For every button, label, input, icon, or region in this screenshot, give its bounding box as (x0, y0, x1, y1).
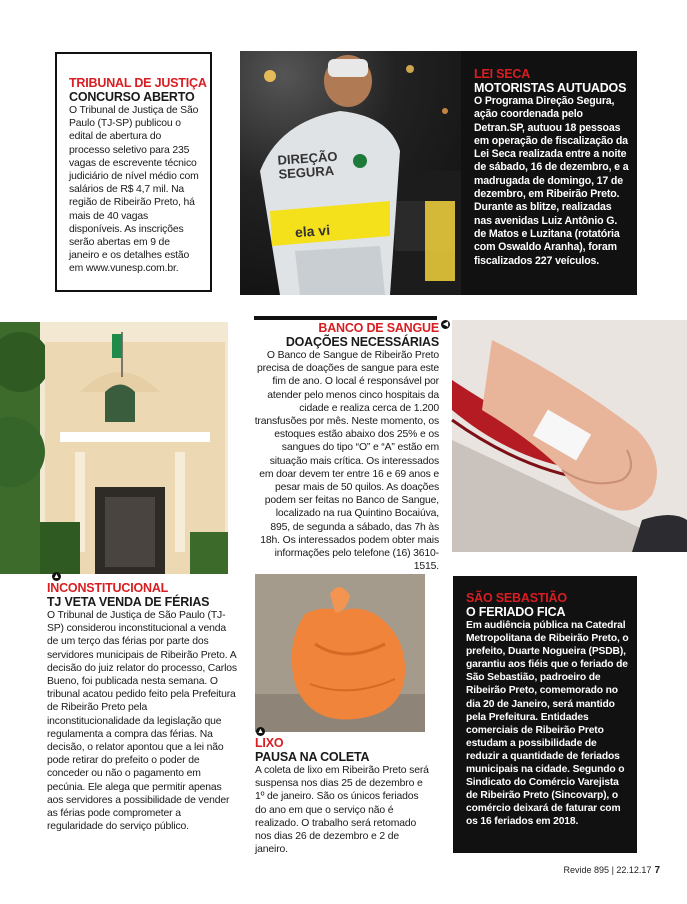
garbage-bag-photo (255, 574, 425, 732)
page-number: 7 (654, 865, 660, 876)
sao-sebastiao-kicker: SÃO SEBASTIÃO (466, 591, 567, 605)
lei-seca-kicker: LEI SECA (474, 67, 531, 81)
inconstitucional-article (47, 581, 237, 833)
vest-label: DIREÇÃO SEGURA (277, 148, 338, 182)
sao-sebastiao-body: Em audiência pública na Catedral Metropolitana de Ribeirão Preto, o prefeito, Duarte Nogueira (PSDB), garantiu aos fiéis que o feriado de São Sebastião, padroeiro de Ribeirão Preto, comemorado no dia 20 de Janeiro, será mantido pela Prefeitura. Entidades comerciais de Ribeirão Preto estudam a possibilidade de reduzir a quantidade de feriados municipais na cidade. Segundo o Sindicato do Comércio Varejista de Ribeirão Preto (Sincovarp), o comércio deixará de faturar com os 16 feriados em 2018. (466, 620, 629, 828)
issue-label: Revide 895 | 22.12.17 (563, 865, 652, 875)
garbage-bag-illustration (255, 574, 425, 732)
banco-sangue-article (254, 321, 439, 573)
photo-marker-icon: ◀ (442, 321, 449, 328)
inconstitucional-kicker: INCONSTITUCIONAL (47, 581, 169, 595)
banco-headline: DOAÇÕES NECESSÁRIAS (285, 335, 439, 349)
sao-sebastiao-headline: O FERIADO FICA (466, 605, 566, 619)
tj-body: O Tribunal de Justiça de São Paulo (TJ-SP) publicou o edital de abertura do processo seletivo para 235 vagas de escrevente técnico judiciário de nível médio com salários de R$ 4,7 mil. Na região de Ribeirão Preto, há mais de 40 vagas disponíveis. As inscrições serão abertas em 9 de janeiro e os detalhes estão em www.vunesp.com.br. (69, 105, 199, 275)
banco-body: O Banco de Sangue de Ribeirão Preto precisa de doações de sangue para este fim de ano. O local é responsável por atender pelo menos cinco hospitais da cidade e realiza cerca de 1.200 transfusões por mês. Neste momento, os estoques estão abaixo dos 25% e os sangues do tipo “O” e “A” estão em situação mais crítica. Os interessados em doar devem ter entre 16 e 69 anos e pesar mais de 50 quilos. As doações podem ser feitas no Banco de Sangue, localizado na rua Quintino Bocaiúva, 895, de segunda a sábado, das 7h às 18h. Os interessados podem obter mais informações pelo telefone (16) 3610-1515. (254, 350, 439, 573)
lei-seca-box (461, 51, 637, 295)
banco-top-rule (254, 316, 437, 320)
lei-seca-photo (240, 51, 461, 295)
lei-seca-body: O Programa Direção Segura, ação coordenada pelo Detran.SP, autuou 18 pessoas em operação de fiscalização da Lei Seca realizada entre a noite de sábado, 16 de dezembro, e a madrugada de domingo, 17 de dezembro, em Ribeirão Preto. Durante as blitze, realizadas nas avenidas Luiz Antônio G. de Matos e Luzitana (rotatória com Oswaldo Aranha), foram fiscalizados 227 veículos. (474, 95, 629, 267)
banco-kicker: BANCO DE SANGUE (318, 321, 439, 335)
blood-donation-illustration (452, 320, 687, 552)
tj-concurso-box (55, 52, 212, 292)
inconstitucional-body: O Tribunal de Justiça de São Paulo (TJ-SP) considerou inconstitucional a venda de um terço das férias por parte dos servidores municipais de Ribeirão Preto. A decisão do juiz relator do processo, Carlos Bueno, foi publicada nesta semana. O tribunal acatou pedido feito pela Prefeitura de Ribeirão Preto pela inconstitucionalidade da legislação que regulamenta a compra das férias. Na decisão, o relator apontou que a lei não pode retirar do prefeito o poder de conceder ou não o pagamento em pecúnia. Ele alega que permitir apenas aos servidores a possibilidade de vender as férias pode comprometer a regularidade do serviço público. (47, 610, 237, 833)
inconstitucional-headline: TJ VETA VENDA DE FÉRIAS (47, 595, 210, 609)
blood-donation-photo (452, 320, 687, 552)
sao-sebastiao-box (453, 576, 637, 853)
vest-banner-text: ela vi (294, 221, 331, 241)
lixo-kicker: LIXO (255, 736, 284, 750)
photo-marker-icon: ▲ (257, 728, 264, 735)
lixo-article (255, 736, 430, 856)
palace-illustration (0, 322, 228, 574)
tj-headline: CONCURSO ABERTO (69, 90, 195, 104)
lixo-headline: PAUSA NA COLETA (255, 750, 370, 764)
palace-photo (0, 322, 228, 580)
lixo-body: A coleta de lixo em Ribeirão Preto será suspensa nos dias 25 de dezembro e 1º de janeiro. São os únicos feriados do ano em que o serviço não é realizado. O trabalho será retomado nos dias 26 de dezembro e 2 de janeiro. (255, 765, 429, 856)
tj-kicker: TRIBUNAL DE JUSTIÇA (69, 76, 207, 90)
page-footer (520, 865, 660, 876)
lei-seca-headline: MOTORISTAS AUTUADOS (474, 81, 627, 95)
photo-marker-icon: ▲ (53, 573, 60, 580)
